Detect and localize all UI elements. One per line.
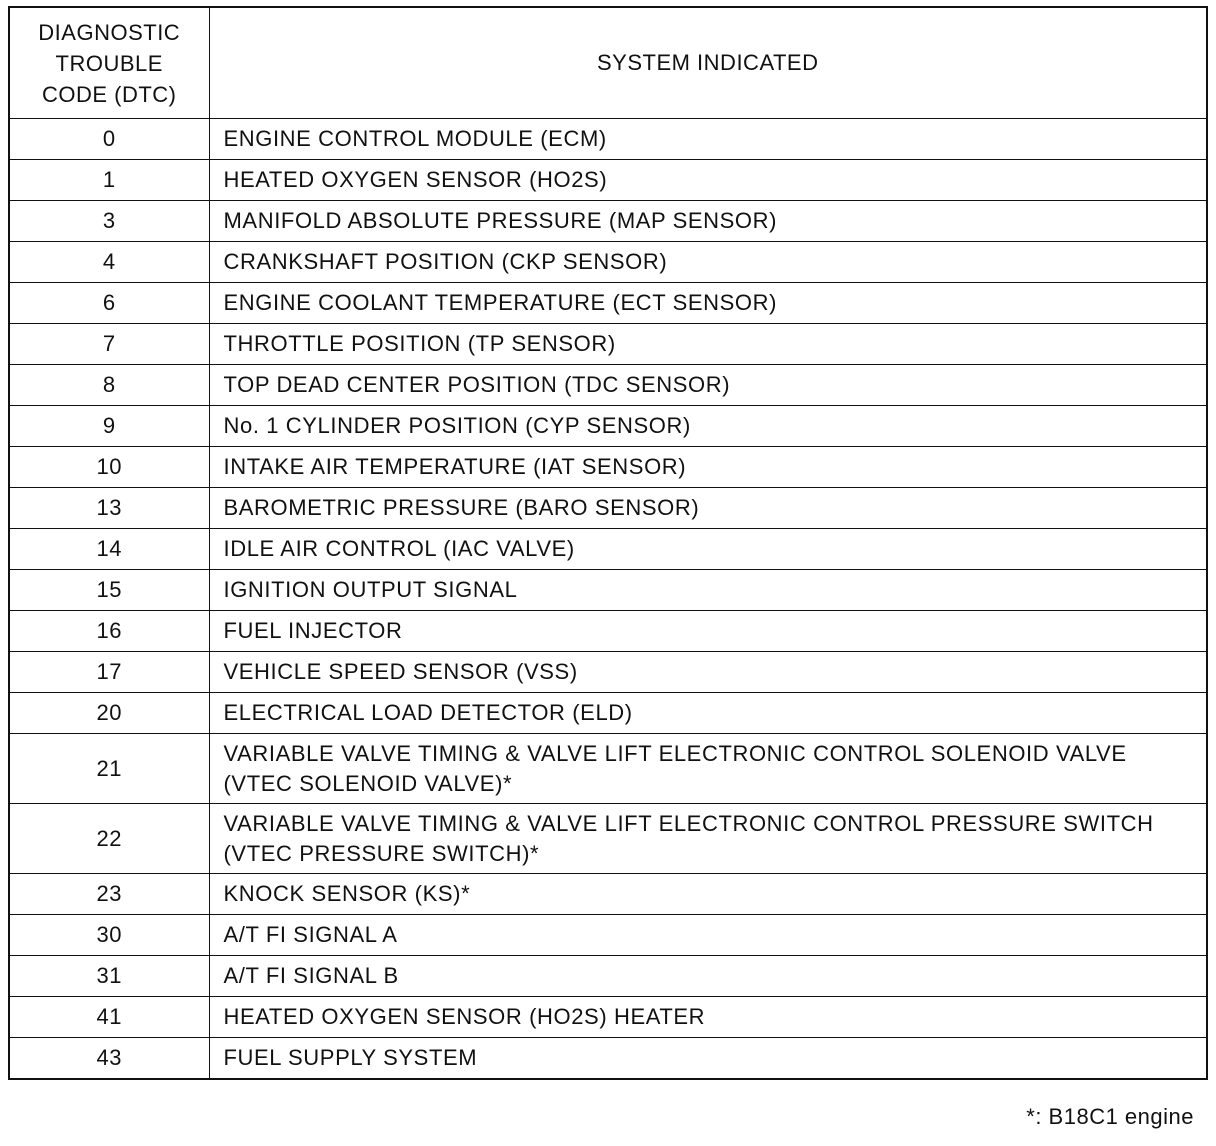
system-indicated: FUEL INJECTOR bbox=[209, 611, 1207, 652]
table-row bbox=[9, 956, 1207, 997]
dtc-code: 17 bbox=[9, 652, 209, 693]
table-row bbox=[9, 119, 1207, 160]
system-indicated: KNOCK SENSOR (KS)* bbox=[209, 874, 1207, 915]
table-row bbox=[9, 997, 1207, 1038]
system-indicated: TOP DEAD CENTER POSITION (TDC SENSOR) bbox=[209, 365, 1207, 406]
dtc-code: 0 bbox=[9, 119, 209, 160]
system-indicated: THROTTLE POSITION (TP SENSOR) bbox=[209, 324, 1207, 365]
table-row bbox=[9, 1038, 1207, 1080]
system-indicated: MANIFOLD ABSOLUTE PRESSURE (MAP SENSOR) bbox=[209, 201, 1207, 242]
system-indicated: HEATED OXYGEN SENSOR (HO2S) bbox=[209, 160, 1207, 201]
system-indicated: A/T FI SIGNAL B bbox=[209, 956, 1207, 997]
table-row bbox=[9, 406, 1207, 447]
table-row bbox=[9, 283, 1207, 324]
system-indicated: A/T FI SIGNAL A bbox=[209, 915, 1207, 956]
table-row bbox=[9, 611, 1207, 652]
table-row bbox=[9, 324, 1207, 365]
dtc-code: 13 bbox=[9, 488, 209, 529]
system-indicated: IGNITION OUTPUT SIGNAL bbox=[209, 570, 1207, 611]
system-indicated: ELECTRICAL LOAD DETECTOR (ELD) bbox=[209, 693, 1207, 734]
dtc-code: 41 bbox=[9, 997, 209, 1038]
table-row bbox=[9, 160, 1207, 201]
dtc-code: 21 bbox=[9, 734, 209, 804]
header-code-label: DIAGNOSTIC TROUBLE CODE (DTC) bbox=[38, 19, 181, 107]
system-indicated: CRANKSHAFT POSITION (CKP SENSOR) bbox=[209, 242, 1207, 283]
dtc-code: 1 bbox=[9, 160, 209, 201]
table-row bbox=[9, 734, 1207, 804]
system-indicated: BAROMETRIC PRESSURE (BARO SENSOR) bbox=[209, 488, 1207, 529]
dtc-code: 8 bbox=[9, 365, 209, 406]
table-row bbox=[9, 693, 1207, 734]
table-row bbox=[9, 488, 1207, 529]
dtc-code: 15 bbox=[9, 570, 209, 611]
table-row bbox=[9, 201, 1207, 242]
system-indicated: VARIABLE VALVE TIMING & VALVE LIFT ELECTRONIC CONTROL SOLENOID VALVE (VTEC SOLENOID VALVE)* bbox=[209, 734, 1207, 804]
system-indicated: HEATED OXYGEN SENSOR (HO2S) HEATER bbox=[209, 997, 1207, 1038]
system-indicated: FUEL SUPPLY SYSTEM bbox=[209, 1038, 1207, 1080]
table-row bbox=[9, 570, 1207, 611]
table-row bbox=[9, 804, 1207, 874]
header-system-column: SYSTEM INDICATED bbox=[209, 7, 1207, 119]
system-indicated: No. 1 CYLINDER POSITION (CYP SENSOR) bbox=[209, 406, 1207, 447]
table-header-row bbox=[9, 7, 1207, 119]
dtc-code: 23 bbox=[9, 874, 209, 915]
header-code-column bbox=[9, 7, 209, 119]
table-row bbox=[9, 874, 1207, 915]
dtc-code: 4 bbox=[9, 242, 209, 283]
dtc-code: 31 bbox=[9, 956, 209, 997]
dtc-code: 10 bbox=[9, 447, 209, 488]
table-row bbox=[9, 242, 1207, 283]
system-indicated: INTAKE AIR TEMPERATURE (IAT SENSOR) bbox=[209, 447, 1207, 488]
dtc-code: 16 bbox=[9, 611, 209, 652]
footnote: *: B18C1 engine bbox=[1026, 1104, 1194, 1129]
system-indicated: VARIABLE VALVE TIMING & VALVE LIFT ELECTRONIC CONTROL PRESSURE SWITCH (VTEC PRESSURE SWITCH)* bbox=[209, 804, 1207, 874]
table-row bbox=[9, 529, 1207, 570]
dtc-code: 20 bbox=[9, 693, 209, 734]
table-row bbox=[9, 447, 1207, 488]
system-indicated: VEHICLE SPEED SENSOR (VSS) bbox=[209, 652, 1207, 693]
dtc-code: 22 bbox=[9, 804, 209, 874]
table-row bbox=[9, 365, 1207, 406]
dtc-code: 14 bbox=[9, 529, 209, 570]
system-indicated: ENGINE CONTROL MODULE (ECM) bbox=[209, 119, 1207, 160]
system-indicated: ENGINE COOLANT TEMPERATURE (ECT SENSOR) bbox=[209, 283, 1207, 324]
dtc-code: 9 bbox=[9, 406, 209, 447]
system-indicated: IDLE AIR CONTROL (IAC VALVE) bbox=[209, 529, 1207, 570]
table-row bbox=[9, 652, 1207, 693]
dtc-code: 7 bbox=[9, 324, 209, 365]
dtc-table bbox=[8, 6, 1208, 1080]
table-row bbox=[9, 915, 1207, 956]
dtc-code: 43 bbox=[9, 1038, 209, 1080]
dtc-code: 30 bbox=[9, 915, 209, 956]
dtc-code: 6 bbox=[9, 283, 209, 324]
dtc-code: 3 bbox=[9, 201, 209, 242]
